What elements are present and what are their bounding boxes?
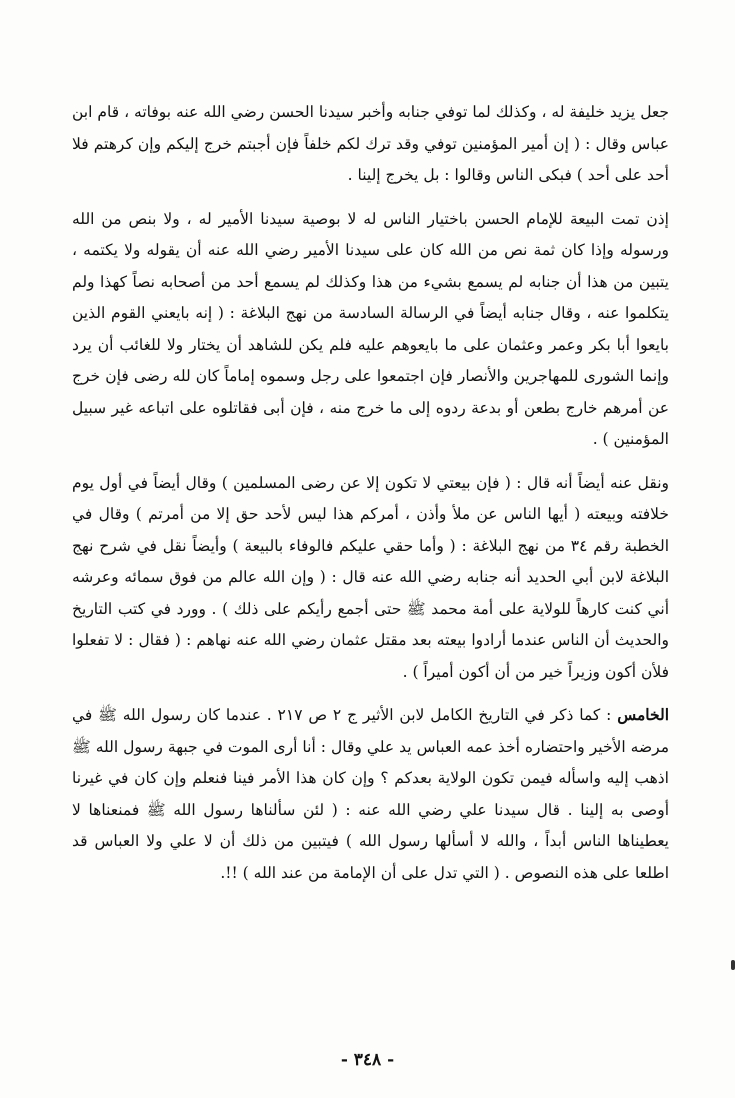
paragraph-4: [72, 699, 669, 889]
paragraph-3-text: ونقل عنه أيضاً أنه قال : ( فإن بيعتي لا تكون إلا عن رضى المسلمين ) وقال أيضاً في أول يوم خلافته وبيعته ( أيها الناس عن ملأ وأذن ، أمركم هذا ليس لأحد حق إلا من أمرتم ) وقال في الخطبة رقم ٣٤ من نهج البلاغة : ( وأما حقي عليكم فالوفاء بالبيعة ) وأيضاً نقل في شرح نهج البلاغة لابن أبي الحديد أنه جنابه رضي الله عنه قال : ( وإن الله عالم من فوق سمائه وعرشه أني كنت كارهاً للولاية على أمة محمد ﷺ حتى أجمع رأيكم على ذلك ) . وورد في كتب التاريخ والحديث أن الناس عندما أرادوا بيعته بعد مقتل عثمان رضي الله عنه نهاهم : ( فقال : لا تفعلوا فلأن أكون وزيراً خير من أن أكون أميراً ) .: [72, 473, 669, 681]
paragraph-4-text: : كما ذكر في التاريخ الكامل لابن الأثير ج ٢ ص ٢١٧ . عندما كان رسول الله ﷺ في مرضه الأخير واحتضاره أخذ عمه العباس يد علي وقال : أنا أرى الموت في جبهة رسول الله ﷺ اذهب إليه واسأله فيمن تكون الولاية بعدكم ؟ وإن كان هذا الأمر فينا فنعلم وإن كان في غيرنا أوصى به إلينا . قال سيدنا علي رضي الله عنه : ( لئن سألناها رسول الله ﷺ فمنعناها لا يعطيناها الناس أبداً ، والله لا أسألها رسول الله ) فيتبين من ذلك أن لا علي ولا العباس قد اطلعا على هذه النصوص . ( التي تدل على أن الإمامة من عند الله ) !!.: [72, 706, 669, 882]
page-number: - ٣٤٨ -: [340, 1050, 395, 1070]
scan-edge-mark: [731, 960, 735, 970]
paragraph-1-text: جعل يزيد خليفة له ، وكذلك لما توفي جنابه وأخبر سيدنا الحسن رضي الله عنه بوفاته ، قام ابن عباس وقال : ( إن أمير المؤمنين توفي وقد ترك لكم خلفاً فإن أجبتم خرج إليكم وإن كرهتم فلا أحد على أحد ) فبكى الناس وقالوا : بل يخرج إلينا .: [72, 103, 669, 184]
paragraph-2: [72, 203, 669, 456]
paragraph-1: [72, 96, 669, 192]
paragraph-4-lead: الخامس: [617, 705, 670, 724]
paragraph-2-text: إذن تمت البيعة للإمام الحسن باختيار الناس له لا بوصية سيدنا الأمير له ، ولا بنص من الله ورسوله وإذا كان ثمة نص من الله كان على سيدنا الأمير رضي الله عنه أن يقوله ولا يكتمه ، يتبين من هذا أن جنابه لم يسمع بشيء من هذا وكذلك لم يسمع أحد من أصحابه نصاً كهذا ولم يتكلموا عنه ، وقال جنابه أيضاً في الرسالة السادسة من نهج البلاغة : ( إنه بايعني القوم الذين بايعوا أبا بكر وعمر وعثمان على ما بايعوهم عليه فلم يكن للشاهد أن يختار ولا للغائب أن يرد وإنما الشورى للمهاجرين والأنصار فإن اجتمعوا على رجل وسموه إماماً كان لله رضى فإن خرج عن أمرهم خارج بطعن أو بدعة ردوه إلى ما خرج منه ، فإن أبى فقاتلوه على اتباعه غير سبيل المؤمنين ) .: [72, 209, 669, 448]
paragraph-3: [72, 467, 669, 689]
